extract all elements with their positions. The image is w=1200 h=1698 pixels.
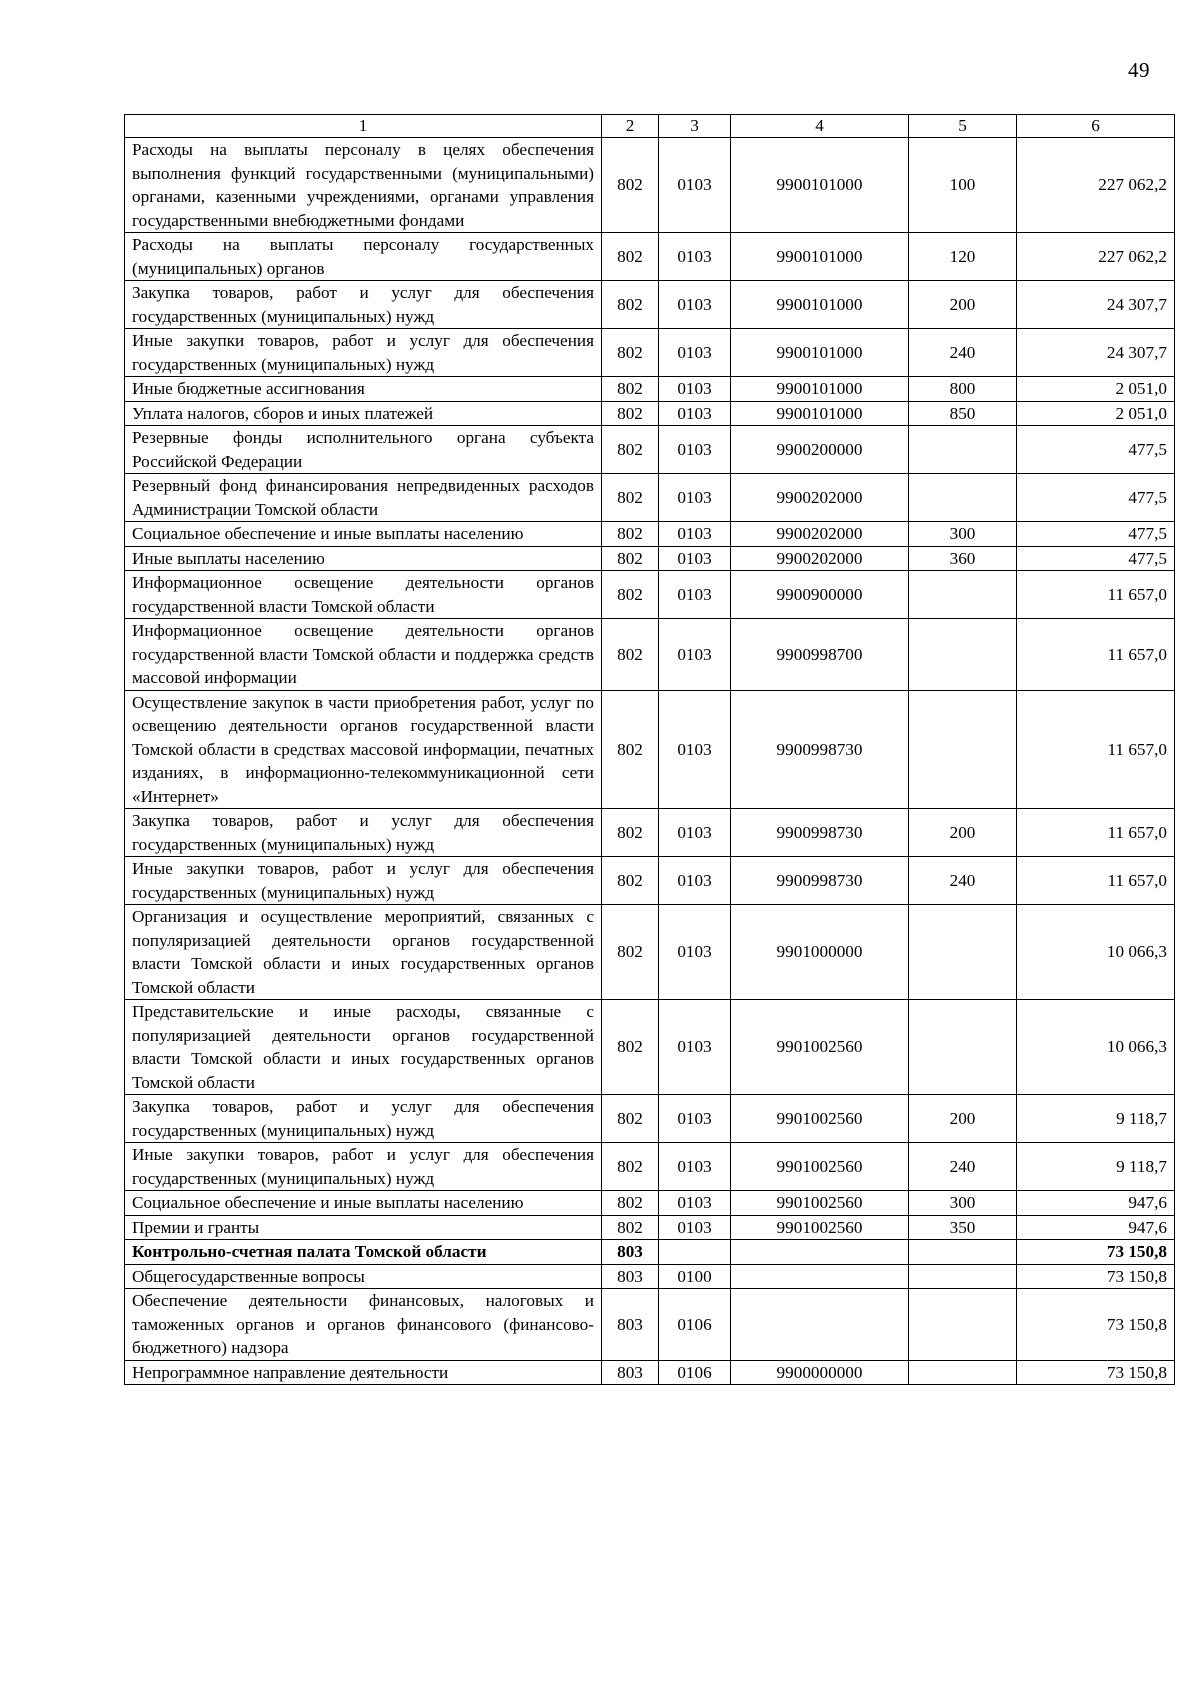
- cell-name: Резервные фонды исполнительного органа субъекта Российской Федерации: [125, 426, 602, 474]
- cell-section: 0103: [659, 522, 731, 547]
- cell-target-article: 9900998730: [731, 809, 909, 857]
- header-col-3: 3: [659, 115, 731, 138]
- cell-grbs: 803: [602, 1289, 659, 1361]
- cell-expense-type: 850: [909, 401, 1017, 426]
- cell-grbs: 802: [602, 619, 659, 691]
- table-row: [125, 426, 1175, 474]
- table-row: [125, 1289, 1175, 1361]
- cell-section: 0103: [659, 905, 731, 1000]
- cell-amount: 227 062,2: [1017, 233, 1175, 281]
- cell-name: Закупка товаров, работ и услуг для обеспечения государственных (муниципальных) нужд: [125, 809, 602, 857]
- table-row: [125, 233, 1175, 281]
- cell-target-article: 9900200000: [731, 426, 909, 474]
- cell-amount: 477,5: [1017, 474, 1175, 522]
- cell-name: Непрограммное направление деятельности: [125, 1360, 602, 1385]
- cell-grbs: 802: [602, 426, 659, 474]
- cell-target-article: 9900202000: [731, 546, 909, 571]
- table-row: [125, 809, 1175, 857]
- cell-amount: 9 118,7: [1017, 1095, 1175, 1143]
- cell-expense-type: [909, 426, 1017, 474]
- cell-grbs: 802: [602, 138, 659, 233]
- cell-name: Закупка товаров, работ и услуг для обеспечения государственных (муниципальных) нужд: [125, 1095, 602, 1143]
- cell-target-article: 9900202000: [731, 474, 909, 522]
- cell-expense-type: [909, 1000, 1017, 1095]
- cell-expense-type: 200: [909, 281, 1017, 329]
- table-row: [125, 138, 1175, 233]
- cell-grbs: 802: [602, 1143, 659, 1191]
- table-row: [125, 377, 1175, 402]
- table-row: [125, 857, 1175, 905]
- cell-name: Организация и осуществление мероприятий, связанных с популяризацией деятельности органов государственной власти Томской области и иных государственных органов Томской области: [125, 905, 602, 1000]
- cell-section: 0103: [659, 329, 731, 377]
- cell-target-article: 9900101000: [731, 401, 909, 426]
- budget-table: [124, 114, 1175, 1385]
- cell-expense-type: 120: [909, 233, 1017, 281]
- cell-amount: 11 657,0: [1017, 809, 1175, 857]
- cell-name: Обеспечение деятельности финансовых, налоговых и таможенных органов и органов финансового (финансово-бюджетного) надзора: [125, 1289, 602, 1361]
- cell-target-article: 9901002560: [731, 1191, 909, 1216]
- table-row: [125, 329, 1175, 377]
- cell-amount: 11 657,0: [1017, 690, 1175, 809]
- cell-amount: 24 307,7: [1017, 329, 1175, 377]
- cell-grbs: 802: [602, 401, 659, 426]
- cell-target-article: 9901002560: [731, 1143, 909, 1191]
- header-col-1: 1: [125, 115, 602, 138]
- cell-name: Расходы на выплаты персоналу в целях обеспечения выполнения функций государственными (муниципальными) органами, казенными учреждениями, органами управления государственными внебюджетными фондами: [125, 138, 602, 233]
- table-row: [125, 401, 1175, 426]
- cell-amount: 11 657,0: [1017, 857, 1175, 905]
- cell-section: 0103: [659, 233, 731, 281]
- table-row: [125, 905, 1175, 1000]
- cell-expense-type: 360: [909, 546, 1017, 571]
- table-row: [125, 1191, 1175, 1216]
- cell-grbs: 802: [602, 329, 659, 377]
- cell-grbs: 802: [602, 1095, 659, 1143]
- cell-grbs: 802: [602, 1191, 659, 1216]
- cell-target-article: 9900101000: [731, 281, 909, 329]
- table-row: [125, 1143, 1175, 1191]
- cell-target-article: 9900000000: [731, 1360, 909, 1385]
- cell-amount: 2 051,0: [1017, 401, 1175, 426]
- cell-name: Иные закупки товаров, работ и услуг для обеспечения государственных (муниципальных) нужд: [125, 857, 602, 905]
- cell-amount: 73 150,8: [1017, 1264, 1175, 1289]
- cell-name: Информационное освещение деятельности органов государственной власти Томской области и поддержка средств массовой информации: [125, 619, 602, 691]
- cell-name: Социальное обеспечение и иные выплаты населению: [125, 1191, 602, 1216]
- cell-expense-type: 350: [909, 1215, 1017, 1240]
- cell-section: 0103: [659, 1191, 731, 1216]
- cell-grbs: 803: [602, 1360, 659, 1385]
- cell-section: 0103: [659, 1095, 731, 1143]
- cell-expense-type: [909, 1360, 1017, 1385]
- cell-target-article: 9901002560: [731, 1215, 909, 1240]
- cell-name: Премии и гранты: [125, 1215, 602, 1240]
- cell-amount: 73 150,8: [1017, 1360, 1175, 1385]
- cell-name: Контрольно-счетная палата Томской области: [125, 1240, 602, 1265]
- cell-amount: 227 062,2: [1017, 138, 1175, 233]
- cell-section: 0103: [659, 1143, 731, 1191]
- cell-section: 0103: [659, 426, 731, 474]
- header-col-2: 2: [602, 115, 659, 138]
- header-col-4: 4: [731, 115, 909, 138]
- cell-expense-type: [909, 1289, 1017, 1361]
- cell-section: 0103: [659, 1000, 731, 1095]
- table-row: [125, 571, 1175, 619]
- cell-target-article: 9900998730: [731, 690, 909, 809]
- cell-amount: 477,5: [1017, 522, 1175, 547]
- table-row: [125, 690, 1175, 809]
- cell-grbs: 802: [602, 281, 659, 329]
- cell-section: 0103: [659, 281, 731, 329]
- cell-expense-type: 100: [909, 138, 1017, 233]
- cell-amount: 9 118,7: [1017, 1143, 1175, 1191]
- cell-grbs: 802: [602, 474, 659, 522]
- cell-name: Социальное обеспечение и иные выплаты населению: [125, 522, 602, 547]
- cell-name: Иные выплаты населению: [125, 546, 602, 571]
- cell-target-article: 9900101000: [731, 138, 909, 233]
- cell-name: Иные закупки товаров, работ и услуг для обеспечения государственных (муниципальных) нужд: [125, 329, 602, 377]
- cell-grbs: 802: [602, 1000, 659, 1095]
- cell-grbs: 802: [602, 522, 659, 547]
- cell-expense-type: [909, 619, 1017, 691]
- cell-section: 0103: [659, 857, 731, 905]
- table-row: [125, 522, 1175, 547]
- table-row: [125, 1264, 1175, 1289]
- cell-expense-type: [909, 690, 1017, 809]
- cell-name: Резервный фонд финансирования непредвиденных расходов Администрации Томской области: [125, 474, 602, 522]
- cell-grbs: 802: [602, 546, 659, 571]
- table-row: [125, 1360, 1175, 1385]
- cell-grbs: 802: [602, 857, 659, 905]
- table-row: [125, 546, 1175, 571]
- table-body: [125, 138, 1175, 1385]
- cell-section: 0100: [659, 1264, 731, 1289]
- cell-name: Представительские и иные расходы, связанные с популяризацией деятельности органов государственной власти Томской области и иных государственных органов Томской области: [125, 1000, 602, 1095]
- cell-expense-type: 800: [909, 377, 1017, 402]
- cell-expense-type: [909, 1264, 1017, 1289]
- cell-name: Осуществление закупок в части приобретения работ, услуг по освещению деятельности органов государственной власти Томской области в средствах массовой информации, печатных изданиях, в информационно-телекоммуникационной сети «Интернет»: [125, 690, 602, 809]
- cell-grbs: 802: [602, 1215, 659, 1240]
- cell-amount: 947,6: [1017, 1191, 1175, 1216]
- cell-grbs: 802: [602, 905, 659, 1000]
- cell-amount: 73 150,8: [1017, 1240, 1175, 1265]
- cell-name: Уплата налогов, сборов и иных платежей: [125, 401, 602, 426]
- cell-section: 0103: [659, 138, 731, 233]
- cell-expense-type: 240: [909, 857, 1017, 905]
- cell-amount: 2 051,0: [1017, 377, 1175, 402]
- cell-target-article: 9900101000: [731, 329, 909, 377]
- cell-expense-type: [909, 905, 1017, 1000]
- table-row: [125, 1000, 1175, 1095]
- table-row: [125, 1215, 1175, 1240]
- cell-section: 0103: [659, 809, 731, 857]
- table-row: [125, 619, 1175, 691]
- cell-section: 0103: [659, 474, 731, 522]
- cell-target-article: 9900202000: [731, 522, 909, 547]
- cell-target-article: 9900998730: [731, 857, 909, 905]
- table-row: [125, 281, 1175, 329]
- cell-target-article: 9900101000: [731, 377, 909, 402]
- table-header: [125, 115, 1175, 138]
- cell-name: Расходы на выплаты персоналу государственных (муниципальных) органов: [125, 233, 602, 281]
- cell-amount: 10 066,3: [1017, 905, 1175, 1000]
- header-row: [125, 115, 1175, 138]
- cell-target-article: 9901002560: [731, 1095, 909, 1143]
- cell-name: Информационное освещение деятельности органов государственной власти Томской области: [125, 571, 602, 619]
- cell-target-article: [731, 1240, 909, 1265]
- cell-section: 0103: [659, 571, 731, 619]
- cell-section: 0106: [659, 1289, 731, 1361]
- cell-target-article: 9900998700: [731, 619, 909, 691]
- cell-grbs: 802: [602, 377, 659, 402]
- cell-amount: 11 657,0: [1017, 619, 1175, 691]
- cell-expense-type: 240: [909, 329, 1017, 377]
- cell-target-article: 9901002560: [731, 1000, 909, 1095]
- cell-expense-type: 300: [909, 522, 1017, 547]
- cell-grbs: 802: [602, 233, 659, 281]
- cell-amount: 477,5: [1017, 426, 1175, 474]
- cell-name: Общегосударственные вопросы: [125, 1264, 602, 1289]
- cell-amount: 24 307,7: [1017, 281, 1175, 329]
- cell-section: 0106: [659, 1360, 731, 1385]
- cell-section: 0103: [659, 401, 731, 426]
- cell-expense-type: [909, 1240, 1017, 1265]
- cell-amount: 10 066,3: [1017, 1000, 1175, 1095]
- cell-amount: 947,6: [1017, 1215, 1175, 1240]
- cell-name: Иные закупки товаров, работ и услуг для обеспечения государственных (муниципальных) нужд: [125, 1143, 602, 1191]
- cell-target-article: 9901000000: [731, 905, 909, 1000]
- cell-expense-type: [909, 571, 1017, 619]
- cell-grbs: 802: [602, 571, 659, 619]
- cell-section: 0103: [659, 1215, 731, 1240]
- cell-section: [659, 1240, 731, 1265]
- cell-grbs: 802: [602, 809, 659, 857]
- cell-expense-type: 240: [909, 1143, 1017, 1191]
- cell-target-article: [731, 1289, 909, 1361]
- table-row: [125, 1240, 1175, 1265]
- cell-amount: 11 657,0: [1017, 571, 1175, 619]
- cell-name: Иные бюджетные ассигнования: [125, 377, 602, 402]
- cell-amount: 73 150,8: [1017, 1289, 1175, 1361]
- cell-expense-type: 200: [909, 1095, 1017, 1143]
- cell-section: 0103: [659, 546, 731, 571]
- table-row: [125, 1095, 1175, 1143]
- cell-grbs: 803: [602, 1264, 659, 1289]
- cell-expense-type: 300: [909, 1191, 1017, 1216]
- header-col-6: 6: [1017, 115, 1175, 138]
- cell-target-article: [731, 1264, 909, 1289]
- cell-name: Закупка товаров, работ и услуг для обеспечения государственных (муниципальных) нужд: [125, 281, 602, 329]
- cell-section: 0103: [659, 377, 731, 402]
- cell-section: 0103: [659, 619, 731, 691]
- cell-expense-type: 200: [909, 809, 1017, 857]
- cell-amount: 477,5: [1017, 546, 1175, 571]
- cell-grbs: 802: [602, 690, 659, 809]
- cell-target-article: 9900101000: [731, 233, 909, 281]
- cell-target-article: 9900900000: [731, 571, 909, 619]
- cell-expense-type: [909, 474, 1017, 522]
- page-number: 49: [1128, 58, 1150, 82]
- header-col-5: 5: [909, 115, 1017, 138]
- cell-section: 0103: [659, 690, 731, 809]
- table-row: [125, 474, 1175, 522]
- cell-grbs: 803: [602, 1240, 659, 1265]
